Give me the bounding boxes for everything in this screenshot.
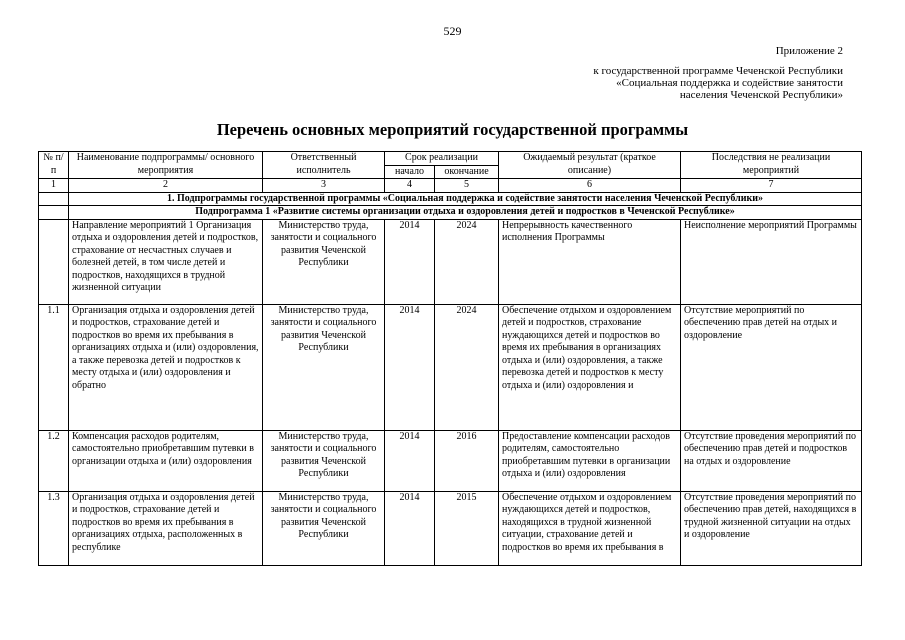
row-name-text: Направление мероприятий 1 Организация отдыха и оздоровления детей и подростков, страхование от несчастных случаев и болезней детей, в том числе детей и подростков, находящихся в трудной жизненной ситуации — [72, 219, 259, 293]
row-num-text: 1.1 — [47, 304, 60, 316]
row-name-text: Организация отдыха и оздоровления детей и подростков, страхование детей и подростков во время их пребывания в организациях отдыха и (или) оздоровления, а также перевозка детей и подростков к месту отдыха и (или) оздоровления и обратно — [72, 304, 259, 391]
row-consequences — [681, 304, 862, 430]
header-period: Срок реализации — [385, 152, 499, 166]
table-row — [39, 304, 862, 430]
col-number: 5 — [435, 179, 499, 193]
subprogram-num — [39, 206, 69, 220]
subprogram-title: Подпрограмма 1 «Развитие системы организации отдыха и оздоровления детей и подростков в Чеченской Республике» — [69, 206, 862, 220]
header-consequences: Последствия не реализации мероприятий — [681, 152, 862, 179]
row-start — [385, 219, 435, 304]
table-row — [39, 491, 862, 565]
row-responsible — [263, 430, 385, 491]
col-number: 6 — [499, 179, 681, 193]
header-result: Ожидаемый результат (краткое описание) — [499, 152, 681, 179]
row-name — [69, 219, 263, 304]
row-start — [385, 430, 435, 491]
row-name — [69, 304, 263, 430]
header-start: начало — [385, 165, 435, 179]
row-start-text: 2014 — [399, 430, 420, 442]
row-name-text: Организация отдыха и оздоровления детей и подростков, страхование детей и подростков во время их пребывания в организациях отдыха, расположенных в республике — [72, 491, 255, 553]
row-result — [499, 219, 681, 304]
row-end-text: 2024 — [456, 304, 477, 316]
row-start — [385, 304, 435, 430]
row-consequences — [681, 430, 862, 491]
row-start-text: 2014 — [399, 219, 420, 231]
row-start — [385, 491, 435, 565]
col-number: 1 — [39, 179, 69, 193]
row-end-text: 2015 — [456, 491, 477, 503]
table-row — [39, 430, 862, 491]
appendix-label: Приложение 2 — [775, 45, 843, 57]
row-end — [435, 430, 499, 491]
col-number: 2 — [69, 179, 263, 193]
row-responsible-text: Министерство труда, занятости и социального развития Чеченской Республики — [270, 219, 377, 268]
measures-table — [38, 151, 862, 566]
row-responsible — [263, 491, 385, 565]
row-result-text: Непрерывность качественного исполнения Программы — [502, 219, 633, 243]
header-num: № п/п — [39, 152, 69, 179]
row-responsible — [263, 304, 385, 430]
row-end — [435, 491, 499, 565]
row-start-text: 2014 — [399, 491, 420, 503]
row-responsible-text: Министерство труда, занятости и социального развития Чеченской Республики — [270, 491, 377, 540]
row-name — [69, 430, 263, 491]
row-name — [69, 491, 263, 565]
row-num-text: 1.3 — [47, 491, 60, 503]
row-num-text: 1.2 — [47, 430, 60, 442]
header-name: Наименование подпрограммы/ основного мероприятия — [69, 152, 263, 179]
row-result-text: Обеспечение отдыхом и оздоровлением детей и подростков, страхование нуждающихся детей и подростков во время их пребывания в организациях отдыха и (или) оздоровления, а также перевозка детей и подростков к месту отдыха и (или) оздоровления и — [502, 304, 672, 391]
section-row — [39, 192, 862, 206]
appendix-line-1: к государственной программе Чеченской Республики — [593, 65, 843, 77]
row-start-text: 2014 — [399, 304, 420, 316]
row-consequences — [681, 491, 862, 565]
row-consequences — [681, 219, 862, 304]
row-end-text: 2016 — [456, 430, 477, 442]
header-row — [39, 152, 862, 166]
row-responsible-text: Министерство труда, занятости и социального развития Чеченской Республики — [270, 304, 377, 353]
row-num — [39, 491, 69, 565]
col-number: 3 — [263, 179, 385, 193]
row-result-text: Предоставление компенсации расходов родителям, самостоятельно приобретавшим путевки в организации отдыха и (или) оздоровления — [502, 430, 671, 479]
header-end: окончание — [435, 165, 499, 179]
appendix-line-3: населения Чеченской Республики» — [679, 89, 843, 101]
row-end-text: 2024 — [456, 219, 477, 231]
row-result — [499, 491, 681, 565]
row-name-text: Компенсация расходов родителям, самостоятельно приобретавшим путевки в организации отдыха и (или) оздоровления — [72, 430, 254, 467]
col-number: 4 — [385, 179, 435, 193]
row-consequences-text: Неисполнение мероприятий Программы — [684, 219, 857, 231]
appendix-header — [593, 45, 843, 101]
row-consequences-text: Отсутствие проведения мероприятий по обеспечению прав детей, находящихся в трудной жизненной ситуации на отдых и оздоровление — [684, 491, 857, 540]
document-title: Перечень основных мероприятий государственной программы — [216, 120, 689, 139]
row-end — [435, 304, 499, 430]
row-responsible — [263, 219, 385, 304]
table-row — [39, 219, 862, 304]
header-responsible: Ответственный исполнитель — [263, 152, 385, 179]
section-title: 1. Подпрограммы государственной программы «Социальная поддержка и содействие занятости населения Чеченской Республики» — [69, 192, 862, 206]
row-num — [39, 219, 69, 304]
page-number: 529 — [443, 24, 462, 38]
row-consequences-text: Отсутствие проведения мероприятий по обеспечению прав детей и подростков на отдых и оздоровление — [684, 430, 856, 467]
row-num — [39, 304, 69, 430]
row-end — [435, 219, 499, 304]
appendix-line-2: «Социальная поддержка и содействие занятости — [616, 77, 843, 89]
section-num — [39, 192, 69, 206]
column-number-row — [39, 179, 862, 193]
row-num — [39, 430, 69, 491]
row-result — [499, 430, 681, 491]
row-consequences-text: Отсутствие мероприятий по обеспечению прав детей на отдых и оздоровление — [684, 304, 838, 341]
row-result-text: Обеспечение отдыхом и оздоровлением нуждающихся детей и подростков, находящихся в трудной жизненной ситуации, страхование детей и подростков во время их пребывания в — [502, 491, 672, 553]
row-responsible-text: Министерство труда, занятости и социального развития Чеченской Республики — [270, 430, 377, 479]
row-num-text — [42, 220, 65, 304]
col-number: 7 — [681, 179, 862, 193]
subprogram-row — [39, 206, 862, 220]
row-result — [499, 304, 681, 430]
